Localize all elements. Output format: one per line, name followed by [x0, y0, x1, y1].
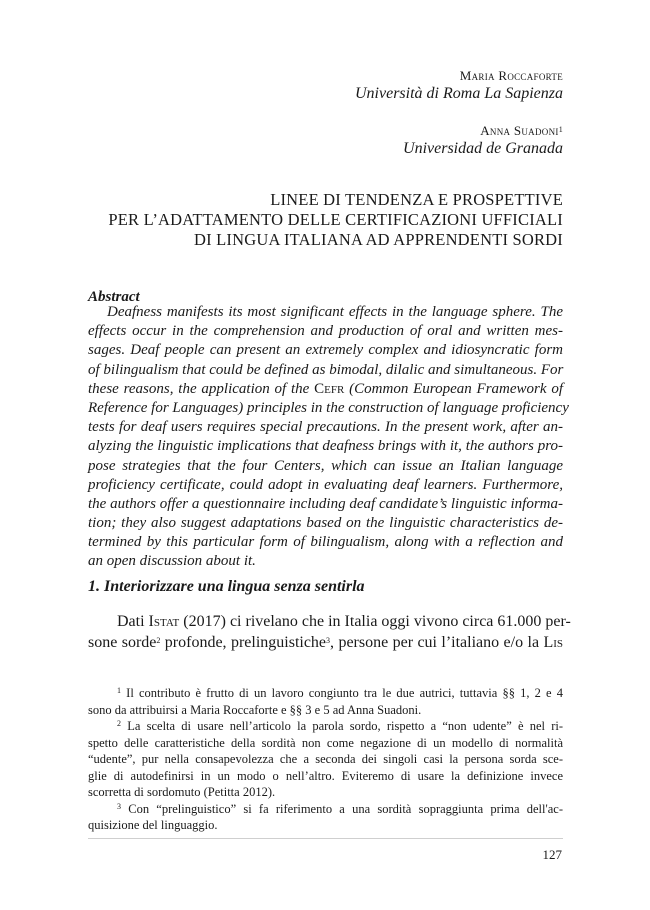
abstract-line: proficiency certificate, could adopt in evaluating deaf learners. Furthermore,: [88, 476, 563, 493]
abstract-line: effects occur in the comprehension and production of oral and written mes-: [88, 323, 563, 340]
author-block-2: [403, 123, 563, 159]
abstract-line: these reasons, the application of the Cefr (Common European Framework of: [88, 380, 564, 397]
abstract-line: Reference for Languages) principles in the construction of language proficiency: [88, 399, 569, 416]
footnote-line: “udente”, pur nella consapevolezza che a seconda dei singoli casi la persona sorda sce-: [88, 752, 563, 766]
abstract-line: an open discussion about it.: [88, 553, 256, 570]
abstract-line: termined by this particular form of bilingualism, along with a reflection and: [88, 534, 563, 551]
author-name: Anna Suadoni$^1$: [480, 123, 563, 138]
footnote-number: 3: [117, 801, 121, 811]
acronym-istat: Istat: [148, 613, 180, 630]
footnote-line: sono da attribuirsi a Maria Roccaforte e §§ 3 e 5 ad Anna Suadoni.: [88, 702, 422, 717]
abstract-line: pose strategies that the four Centers, which can issue an Italian language: [88, 457, 563, 474]
abstract-line: of bilingualism that could be defined as bimodal, dilalic and simultaneous. For: [88, 361, 564, 378]
footnote-1: [88, 685, 563, 718]
footnote-3: [88, 801, 563, 834]
footnote-line: $^2$ La scelta di usare nell’articolo la parola sordo, rispetto a “non udente” è nel ri-: [117, 719, 563, 733]
abstract-line: tests for deaf users requires special precautions. In the present work, after an-: [88, 419, 563, 436]
page-number: 127: [542, 847, 562, 862]
abstract-line: Deafness manifests its most significant effects in the language sphere. The: [107, 304, 563, 320]
footnote-line: glie di autodefinirsi in un modo o nell’altro. Eviteremo di usare la definizione invece: [88, 768, 563, 783]
footnote-line: $^3$ Con “prelinguistico” si fa riferimento a una sordità sopraggiunta prima dell'ac-: [117, 801, 564, 816]
author-affiliation: Universidad de Granada: [403, 140, 563, 157]
footnote-line: quisizione del linguaggio.: [88, 818, 218, 832]
footnote-2: [88, 718, 563, 801]
body-paragraph: [88, 611, 571, 653]
author-name: Maria Roccaforte: [459, 68, 563, 83]
author-affiliation: Università di Roma La Sapienza: [355, 85, 563, 102]
body-line: sone sorde$^2$ profonde, prelinguistiche$^3$, persone per cui l’italiano e/o la Lis: [88, 634, 564, 651]
body-line: Dati Istat (2017) ci rivelano che in Italia oggi vivono circa 61.000 per-: [117, 613, 571, 630]
footnotes: [88, 685, 563, 834]
title-line: DI LINGUA ITALIANA AD APPRENDENTI SORDI: [193, 230, 563, 249]
footnote-line: scorretta di sordomuto (Petitta 2012).: [88, 785, 276, 799]
footnote-number: 2: [117, 719, 121, 728]
abstract-line: sages. Deaf people can present an extremely complex and idiosyncratic form: [88, 342, 563, 359]
abstract-line: the authors offer a questionnaire including deaf candidate’s linguistic informa-: [88, 495, 563, 512]
paper-title: [80, 190, 563, 250]
abstract-body: [88, 303, 569, 572]
author-block-1: [355, 68, 563, 104]
abstract-line: alyzing the linguistic implications that deafness brings with it, the authors pro-: [88, 438, 563, 455]
acronym-lis: Lis: [543, 634, 564, 651]
section-heading: 1. Interiorizzare una lingua senza sentirla: [88, 578, 365, 595]
footnote-ref: 3: [326, 636, 331, 645]
footnote-line: spetto delle caratteristiche della sordità non come negazione di un modello di normalità: [88, 735, 563, 750]
footnote-ref: 1: [558, 125, 563, 134]
abstract-line: tion; they also suggest adaptations based on the linguistic characteristics de-: [88, 515, 563, 532]
title-line: LINEE DI TENDENZA E PROSPETTIVE: [270, 190, 563, 209]
footer-rule: [88, 838, 563, 839]
footnote-ref: 2: [156, 636, 161, 645]
acronym-cefr: Cefr: [314, 380, 345, 397]
abstract-heading: Abstract: [88, 289, 140, 305]
footnote-line: $^1$ Il contributo è frutto di un lavoro congiunto tra le due autrici, tuttavia §§ 1, 2 e 4: [117, 686, 563, 700]
title-line: PER L’ADATTAMENTO DELLE CERTIFICAZIONI UFFICIALI: [108, 210, 563, 229]
footnote-number: 1: [117, 686, 121, 695]
